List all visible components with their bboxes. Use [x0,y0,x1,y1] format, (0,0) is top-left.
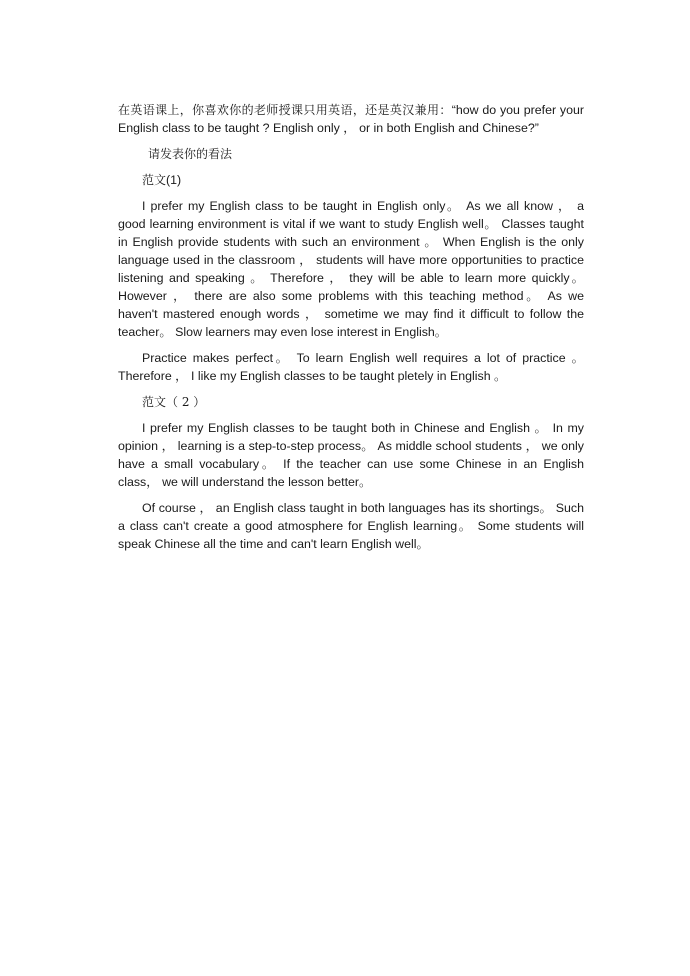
essay-2-heading: 范文（ 2 ） [142,395,206,409]
essay-2-paragraph-1: I prefer my English classes to be taught both in Chinese and English 。 In my opinion ， learning is a step-to-step process。 As middle school students ， we only have a small vocabulary。 If the teacher can use some Chinese in an English class， we will understand the lesson better。 [118,421,584,489]
intro-chinese-text: 在英语课上，你喜欢你的老师授课只用英语，还是英汉兼用： [118,103,452,117]
prompt-text: 请发表你的看法 [148,147,233,161]
essay-1-heading [118,171,584,189]
essay-1-heading-number: (1) [166,173,182,187]
document-page [118,101,584,561]
essay-1-paragraph-2: Practice makes perfect。 To learn English well requires a lot of practice 。 Therefore ， I like my English classes to be taught pletely in English 。 [118,351,584,383]
intro-english-text: “how do you prefer your English class to be taught ? English only ， or in both English and Chinese?” [118,103,584,135]
intro-paragraph [118,101,584,137]
essay-1-heading-label: 范文 [142,173,167,187]
essay-1-paragraph-1: I prefer my English class to be taught in English only。 As we all know ， a good learning environment is vital if we want to study English well。 Classes taught in English provide students with such an environment 。 When English is the only language used in the classroom ， students will have more opportunities to practice listening and speaking 。 Therefore ， they will be able to learn more quickly。 However ， there are also some problems with this teaching method。 As we haven't mastered enough words ， sometime we may find it difficult to follow the teacher。 Slow learners may even lose interest in English。 [118,199,584,339]
essay-2-paragraph-2: Of course ， an English class taught in both languages has its shortings。 Such a class can't create a good atmosphere for English learning。 Some students will speak Chinese all the time and can't learn English well。 [118,501,584,551]
